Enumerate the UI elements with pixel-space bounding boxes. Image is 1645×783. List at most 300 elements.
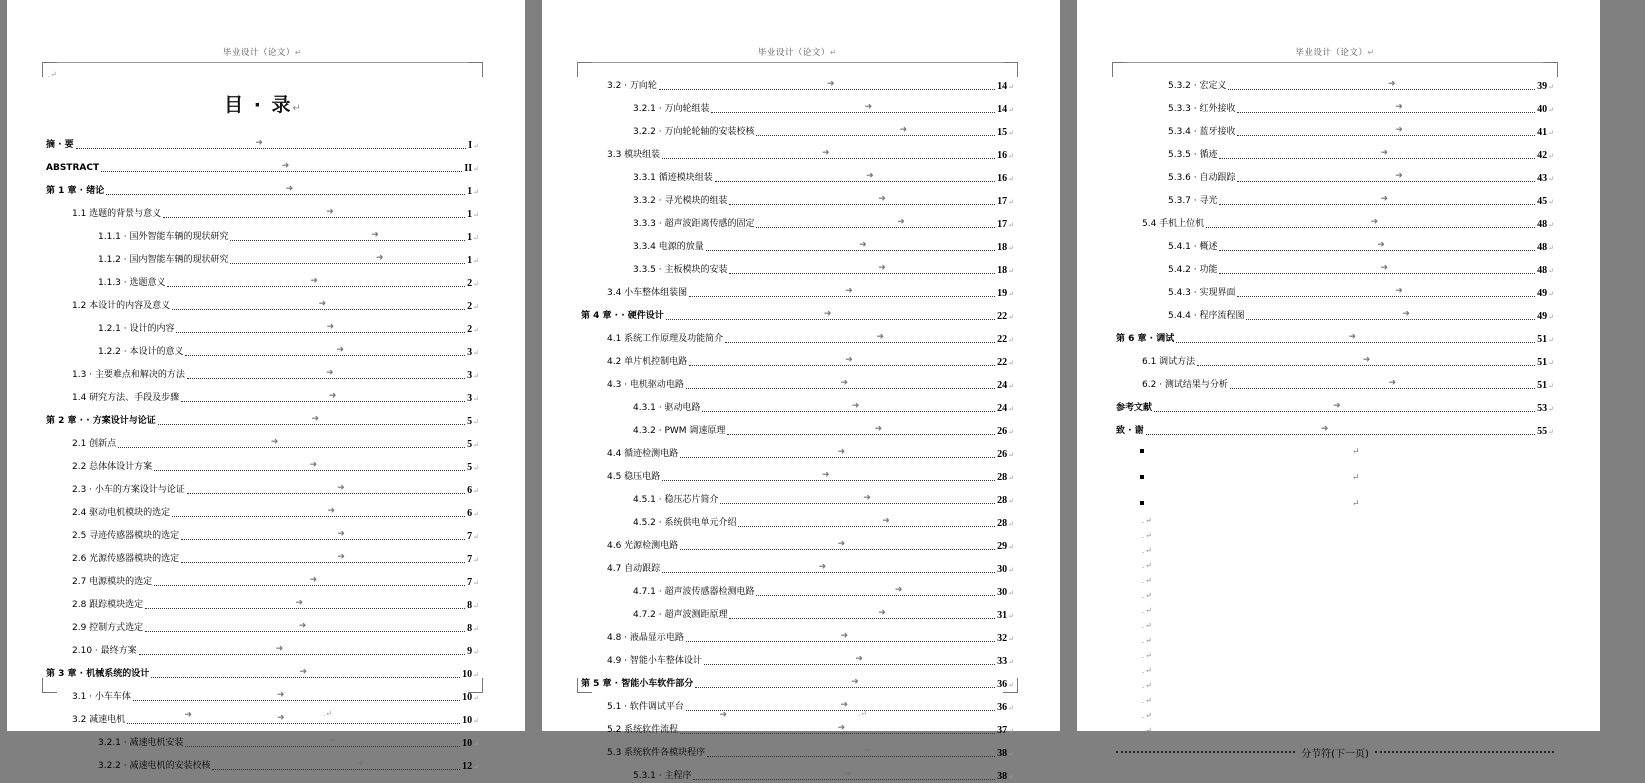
toc-entry[interactable] (581, 576, 1014, 599)
toc-entry[interactable] (581, 277, 1014, 300)
toc-entry-label: 4.2 单片机控制电路 (607, 357, 688, 367)
toc-entry[interactable] (581, 369, 1014, 392)
tab-arrow-icon: ➜ (878, 262, 886, 272)
toc-entry-label: 5.3.4 · 蓝牙接收 (1168, 127, 1236, 137)
tab-arrow-icon: ➜ (270, 436, 279, 446)
toc-entry-label: 摘 · 要 (46, 140, 74, 150)
toc-entry-page-number: 49 (1537, 288, 1548, 299)
empty-paragraph-mark: .↵ (1142, 531, 1153, 540)
tab-arrow-icon: ➜ (899, 124, 908, 134)
toc-entry-page-number: 1 (467, 209, 473, 220)
tab-arrow-icon: ➜ (336, 344, 345, 354)
toc-leader-dots (756, 125, 995, 136)
tab-arrow-icon: ➜ (309, 574, 318, 584)
toc-entry-label: 5.3.1 · 主程序 (633, 771, 692, 781)
empty-paragraph-mark: .↵ (48, 70, 57, 79)
toc-entry-label: 2.4 驱动电机模块的选定 (72, 508, 171, 518)
toc-entry[interactable] (46, 750, 479, 773)
toc-entry-page-number: 24 (997, 403, 1008, 414)
paragraph-mark: ↵ (1008, 336, 1014, 344)
toc-entry[interactable] (581, 116, 1014, 139)
tab-arrow-icon: ➜ (837, 538, 846, 548)
tab-arrow-icon: ➜ (1395, 170, 1403, 180)
tab-arrow-icon: ➜ (326, 206, 334, 216)
toc-entry-label: 5.3.5 · 循迹 (1168, 150, 1218, 160)
paragraph-mark: ↵ (1008, 244, 1014, 252)
tab-arrow-icon: ➜ (840, 377, 849, 387)
toc-entry-page-number: 17 (997, 196, 1008, 207)
toc-entry-page-number: 26 (997, 426, 1008, 437)
toc-entry[interactable] (46, 267, 479, 290)
bullet-icon (1140, 501, 1144, 505)
toc-entry[interactable] (581, 668, 1014, 691)
empty-paragraph-mark: .↵ (1142, 651, 1153, 660)
paragraph-mark: ↵ (1008, 106, 1014, 114)
toc-entry-label: 1.2 本设计的内容及意义 (72, 301, 171, 311)
paragraph-mark: ↵ (1008, 152, 1014, 160)
toc-entry[interactable] (581, 760, 1014, 783)
toc-entry[interactable] (581, 553, 1014, 576)
tab-arrow-icon: ➜ (862, 745, 871, 755)
toc-entry-page-number: 37 (997, 725, 1008, 736)
empty-paragraph-mark: .↵ (1142, 591, 1153, 600)
toc-leader-dots (1197, 355, 1535, 366)
toc-entry[interactable] (581, 484, 1014, 507)
toc-entry[interactable] (46, 428, 479, 451)
toc-entry-label: 3.4 小车整体组装图 (607, 288, 688, 298)
toc-entry-page-number: 26 (997, 449, 1008, 460)
toc-entry[interactable] (581, 70, 1014, 93)
toc-entry-page-number: 43 (1537, 173, 1548, 184)
toc-entry[interactable] (46, 520, 479, 543)
toc-entry[interactable] (46, 198, 479, 221)
toc-entry[interactable] (581, 622, 1014, 645)
toc-entry-label: 3.3.3 · 超声波距离传感的固定 (633, 219, 755, 229)
document-page-2[interactable] (535, 0, 1060, 782)
running-header (1070, 46, 1600, 58)
toc-entry-label: 3.2.2 · 减速电机的安装校核 (98, 761, 211, 771)
toc-entry[interactable] (1116, 208, 1554, 231)
toc-entry-page-number: 7 (467, 531, 473, 542)
tab-arrow-icon: ➜ (878, 193, 886, 203)
paragraph-mark: ↵ (1352, 445, 1360, 456)
toc-leader-dots (707, 746, 995, 757)
toc-leader-dots (139, 644, 466, 655)
paragraph-mark: ↵ (473, 326, 479, 334)
toc-entry-page-number: 49 (1537, 311, 1548, 322)
toc-entry-page-number: 41 (1537, 127, 1548, 138)
toc-entry-page-number: 22 (997, 357, 1008, 368)
toc-leader-dots (133, 690, 460, 701)
tab-arrow-icon: ➜ (328, 390, 337, 400)
toc-entry[interactable] (1116, 185, 1554, 208)
toc-entry-label: 2.9 控制方式选定 (72, 623, 144, 633)
toc-entry-label: 3.2.1 · 万向轮组装 (633, 104, 710, 114)
document-page-1[interactable] (0, 0, 525, 772)
toc-entry[interactable] (581, 737, 1014, 760)
toc-leader-dots (145, 598, 465, 609)
page-gutter-2 (1060, 0, 1070, 731)
toc-leader-dots (172, 506, 465, 517)
toc-entry-page-number: 48 (1537, 219, 1548, 230)
running-header-pilcrow: ↵ (829, 48, 838, 57)
paragraph-mark: ↵ (1548, 428, 1554, 436)
paragraph-mark: ↵ (1008, 405, 1014, 413)
toc-entry-page-number: 10 (462, 738, 473, 749)
toc-entry-label: ABSTRACT (46, 163, 100, 173)
bullet-icon (1140, 449, 1144, 453)
tab-arrow-icon: ➜ (299, 666, 308, 676)
toc-entry-page-number: 1 (467, 255, 473, 266)
toc-entry[interactable] (1116, 116, 1554, 139)
list-item[interactable] (1116, 438, 1554, 464)
toc-entry-page-number: 5 (467, 462, 473, 473)
paragraph-mark: ↵ (1008, 129, 1014, 137)
empty-paragraph-mark: .↵ (1142, 546, 1153, 555)
toc-entry-page-number: 28 (997, 472, 1008, 483)
empty-paragraph-mark: .↵ (1142, 561, 1153, 570)
toc-entry-page-number: 36 (997, 679, 1008, 690)
toc-leader-dots (686, 631, 995, 642)
toc-entry[interactable] (1116, 139, 1554, 162)
toc-entry[interactable] (1116, 93, 1554, 116)
tab-arrow-icon: ➜ (823, 308, 832, 318)
toc-entry-page-number: 30 (997, 564, 1008, 575)
toc-entry[interactable] (1116, 277, 1554, 300)
toc-entry-label: 4.9 · 智能小车整体设计 (607, 656, 702, 666)
paragraph-mark: ↵ (1008, 704, 1014, 712)
toc-leader-dots (154, 460, 465, 471)
paragraph-mark: ↵ (1548, 290, 1554, 298)
toc-leader-dots (725, 332, 995, 343)
toc-entry[interactable] (46, 474, 479, 497)
toc-entry-page-number: 6 (467, 508, 473, 519)
toc-entry-label: 4.3.2 · PWM 调速原理 (633, 426, 726, 436)
toc-entry[interactable] (46, 359, 479, 382)
toc-entry[interactable] (46, 566, 479, 589)
list-item[interactable] (1116, 464, 1554, 490)
toc-entry-page-number: 28 (997, 495, 1008, 506)
toc-leader-dots (1219, 263, 1535, 274)
toc-entry-page-number: 18 (997, 265, 1008, 276)
toc-entry[interactable] (46, 681, 479, 704)
toc-leader-dots (1154, 401, 1535, 412)
paragraph-mark: ↵ (473, 142, 479, 150)
toc-entry-label: 3.2.1 · 减速电机安装 (98, 738, 184, 748)
toc-entry[interactable] (1116, 300, 1554, 323)
empty-paragraph-mark: .↵ (1142, 636, 1153, 645)
toc-entry-label: 3.2.2 · 万向轮轮轴的安装校核 (633, 127, 755, 137)
toc-entry[interactable] (1116, 392, 1554, 415)
toc-entry-page-number: 6 (467, 485, 473, 496)
toc-entry-page-number: 17 (997, 219, 1008, 230)
toc-entry[interactable] (581, 300, 1014, 323)
empty-paragraph-mark: .↵ (1142, 726, 1153, 735)
tab-arrow-icon: ➜ (840, 699, 849, 709)
toc-entry[interactable] (581, 530, 1014, 553)
paragraph-mark: ↵ (473, 763, 479, 771)
toc-entry-page-number: 10 (462, 692, 473, 703)
toc-entry[interactable] (581, 208, 1014, 231)
toc-leader-dots (1219, 194, 1535, 205)
toc-body-page-3 (1116, 70, 1554, 760)
toc-leader-dots (212, 759, 460, 770)
toc-entry[interactable] (581, 254, 1014, 277)
toc-entry[interactable] (581, 346, 1014, 369)
toc-leader-dots (1206, 217, 1535, 228)
toc-leader-dots (118, 437, 465, 448)
toc-entry-label: 3.3.5 · 主板模块的安装 (633, 265, 728, 275)
toc-entry-label: 4.5.2 · 系统供电单元介绍 (633, 518, 737, 528)
toc-entry-label: 2.1 创新点 (72, 439, 117, 449)
paragraph-mark: ↵ (1008, 382, 1014, 390)
toc-entry-page-number: 22 (997, 334, 1008, 345)
paragraph-mark: ↵ (1548, 221, 1554, 229)
header-rule (577, 62, 1018, 63)
toc-entry-label: 1.1.2 · 国内智能车辆的现状研究 (98, 255, 229, 265)
tab-arrow-icon: ➜ (1387, 78, 1396, 88)
toc-entry-page-number: 3 (467, 347, 473, 358)
toc-entry-label: 1.4 研究方法、手段及步骤 (72, 393, 180, 403)
tab-arrow-icon: ➜ (878, 607, 886, 617)
toc-entry[interactable] (581, 231, 1014, 254)
tab-arrow-icon: ➜ (327, 505, 335, 515)
toc-entry-page-number: 51 (1537, 357, 1548, 368)
toc-entry-page-number: 40 (1537, 104, 1548, 115)
toc-entry-page-number: I (468, 140, 473, 151)
toc-entry[interactable] (581, 323, 1014, 346)
toc-entry[interactable] (46, 244, 479, 267)
toc-entry[interactable] (46, 405, 479, 428)
toc-entry-label: 3.1 · 小车车体 (72, 692, 131, 702)
paragraph-mark: ↵ (1008, 175, 1014, 183)
paragraph-mark: ↵ (473, 487, 479, 495)
toc-entry[interactable] (46, 612, 479, 635)
toc-entry-label: 3.3 模块组装 (607, 150, 661, 160)
toc-entry[interactable] (46, 221, 479, 244)
toc-entry[interactable] (46, 635, 479, 658)
toc-entry-page-number: 19 (997, 288, 1008, 299)
tab-arrow-icon: ➜ (276, 689, 285, 699)
paragraph-mark: ↵ (1008, 612, 1014, 620)
toc-leader-dots (185, 345, 465, 356)
toc-entry-label: 4.6 光源检测电路 (607, 541, 679, 551)
tab-arrow-icon: ➜ (827, 78, 835, 88)
toc-entry-label: 4.7 自动跟踪 (607, 564, 661, 574)
toc-entry-page-number: 7 (467, 577, 473, 588)
toc-entry[interactable] (46, 497, 479, 520)
toc-entry[interactable] (1116, 70, 1554, 93)
paragraph-mark: ↵ (1352, 471, 1360, 482)
toc-leader-dots (230, 253, 465, 264)
toc-entry-label: 5.4.4 · 程序流程图 (1168, 311, 1245, 321)
toc-entry[interactable] (581, 93, 1014, 116)
section-break-marker (1116, 745, 1554, 759)
tab-arrow-icon: ➜ (837, 722, 846, 732)
toc-entry-label: 2.3 · 小车的方案设计与论证 (72, 485, 185, 495)
toc-entry-list (1116, 70, 1554, 438)
tab-arrow-icon: ➜ (1388, 377, 1397, 387)
toc-entry-page-number: 7 (467, 554, 473, 565)
section-break-label: 分节符(下一页) (1301, 748, 1369, 760)
toc-leader-dots (187, 368, 465, 379)
toc-leader-dots (230, 230, 465, 241)
tab-arrow-icon: ➜ (894, 584, 903, 594)
toc-entry-label: 5.3.3 · 红外接收 (1168, 104, 1236, 114)
toc-leader-dots (662, 562, 995, 573)
toc-entry[interactable] (581, 507, 1014, 530)
paragraph-mark: ↵ (1008, 428, 1014, 436)
paragraph-mark: ↵ (473, 556, 479, 564)
toc-entry[interactable] (581, 139, 1014, 162)
toc-leader-dots (1246, 309, 1535, 320)
toc-entry-page-number: 51 (1537, 380, 1548, 391)
toc-leader-dots (738, 516, 995, 527)
toc-leader-dots (756, 585, 995, 596)
toc-leader-dots (693, 769, 995, 780)
toc-entry[interactable] (46, 129, 479, 152)
toc-entry[interactable] (46, 152, 479, 175)
toc-entry[interactable] (46, 543, 479, 566)
toc-entry[interactable] (581, 185, 1014, 208)
tab-arrow-icon: ➜ (1320, 423, 1329, 433)
paragraph-mark: ↵ (473, 671, 479, 679)
tab-arrow-icon: ➜ (311, 413, 319, 423)
toc-entry[interactable] (581, 461, 1014, 484)
toc-entry-page-number: 48 (1537, 265, 1548, 276)
tab-arrow-icon: ➜ (864, 101, 873, 111)
paragraph-mark: ↵ (473, 165, 479, 173)
paragraph-mark: ↵ (473, 349, 479, 357)
empty-paragraph-mark: .↵ (1142, 516, 1153, 525)
toc-entry-page-number: 10 (462, 669, 473, 680)
paragraph-mark: ↵ (473, 303, 479, 311)
toc-entry[interactable] (46, 658, 479, 681)
paragraph-mark: ↵ (473, 717, 479, 725)
toc-entry[interactable] (46, 589, 479, 612)
paragraph-mark: ↵ (473, 257, 479, 265)
paragraph-mark: ↵ (1548, 336, 1554, 344)
list-item[interactable] (1116, 490, 1554, 516)
empty-paragraph-list (1116, 516, 1554, 741)
paragraph-mark: ↵ (1548, 198, 1554, 206)
tab-arrow-icon: ➜ (326, 367, 334, 377)
toc-leader-dots (1146, 424, 1535, 435)
toc-leader-dots (1230, 378, 1535, 389)
document-page-3[interactable] (1070, 0, 1600, 760)
toc-entry[interactable] (1116, 369, 1554, 392)
toc-entry[interactable] (46, 290, 479, 313)
toc-entry-page-number: 39 (1537, 81, 1548, 92)
toc-body-page-1 (46, 70, 479, 772)
toc-entry[interactable] (1116, 231, 1554, 254)
tab-arrow-icon: ➜ (1370, 216, 1379, 226)
tab-arrow-icon: ➜ (851, 676, 859, 686)
toc-leader-dots (76, 138, 467, 149)
toc-entry-label: 5.1 · 软件调试平台 (607, 702, 684, 712)
paragraph-mark: ↵ (1008, 566, 1014, 574)
paragraph-mark: ↵ (473, 441, 479, 449)
toc-leader-dots (187, 483, 465, 494)
toc-entry[interactable] (46, 175, 479, 198)
toc-entry-page-number: 16 (997, 150, 1008, 161)
tab-arrow-icon: ➜ (1380, 193, 1388, 203)
paragraph-mark: ↵ (1352, 497, 1360, 508)
toc-entry[interactable] (1116, 415, 1554, 438)
toc-leader-dots (729, 263, 995, 274)
tab-arrow-icon: ➜ (897, 216, 905, 226)
tab-arrow-icon: ➜ (328, 735, 336, 745)
toc-entry-label: 3.3.1 循迹模块组装 (633, 173, 713, 183)
paragraph-mark: ↵ (1548, 244, 1554, 252)
toc-entry-label: 3.2 · 万向轮 (607, 81, 657, 91)
tab-arrow-icon: ➜ (356, 758, 364, 768)
toc-entry[interactable] (1116, 323, 1554, 346)
toc-entry[interactable] (581, 438, 1014, 461)
paragraph-mark: ↵ (1008, 681, 1014, 689)
toc-entry[interactable] (581, 599, 1014, 622)
toc-entry[interactable] (581, 392, 1014, 415)
running-header-pilcrow: ↵ (1367, 48, 1375, 57)
paragraph-mark: ↵ (473, 188, 479, 196)
tab-arrow-icon: ➜ (845, 285, 853, 295)
toc-entry-label: 5.3.6 · 自动跟踪 (1168, 173, 1236, 183)
toc-entry[interactable] (1116, 346, 1554, 369)
running-header-text: 毕业设计（论文） (757, 47, 830, 57)
toc-body-page-2 (581, 70, 1014, 782)
toc-entry[interactable] (46, 451, 479, 474)
section-break-dots-right (1375, 751, 1554, 753)
toc-entry-page-number: 31 (997, 610, 1008, 621)
paragraph-mark: ↵ (1008, 221, 1014, 229)
empty-paragraph-mark: .↵ (1142, 666, 1153, 675)
toc-entry-page-number: 2 (467, 324, 473, 335)
toc-entry-label: 1.1.3 · 选题意义 (98, 278, 166, 288)
toc-entry-page-number: 28 (997, 518, 1008, 529)
paragraph-mark: ↵ (473, 372, 479, 380)
section-break-dots-left (1116, 751, 1295, 753)
toc-entry-label: 1.1.1 · 国外智能车辆的现状研究 (98, 232, 229, 242)
toc-entry-label: 2.6 光源传感器模块的选定 (72, 554, 180, 564)
toc-entry[interactable] (46, 727, 479, 750)
toc-entry[interactable] (581, 415, 1014, 438)
toc-entry-label: 致 · 谢 (1116, 426, 1144, 436)
toc-entry[interactable] (1116, 162, 1554, 185)
toc-entry-page-number: 8 (467, 600, 473, 611)
toc-entry[interactable] (46, 313, 479, 336)
toc-entry-label: 2.10 · 最终方案 (72, 646, 137, 656)
toc-entry[interactable] (1116, 254, 1554, 277)
toc-entry[interactable] (581, 645, 1014, 668)
tab-arrow-icon: ➜ (851, 400, 860, 410)
tab-arrow-icon: ➜ (874, 423, 883, 433)
toc-leader-dots (689, 286, 995, 297)
toc-leader-dots (181, 391, 465, 402)
empty-paragraph-mark: .↵ (1142, 621, 1153, 630)
toc-entry-page-number: 29 (997, 541, 1008, 552)
tab-arrow-icon: ➜ (184, 709, 193, 719)
toc-entry-label: 4.5.1 · 稳压芯片简介 (633, 495, 719, 505)
tab-arrow-icon: ➜ (840, 630, 849, 640)
paragraph-mark: ↵ (1548, 382, 1554, 390)
toc-entry-label: 5.3.7 · 寻光 (1168, 196, 1218, 206)
tab-arrow-icon: ➜ (337, 528, 345, 538)
toc-entry[interactable] (46, 336, 479, 359)
toc-entry[interactable] (581, 162, 1014, 185)
toc-entry[interactable] (46, 382, 479, 405)
empty-paragraph-mark: .↵ (1142, 696, 1153, 705)
paragraph-mark: ↵ (473, 395, 479, 403)
